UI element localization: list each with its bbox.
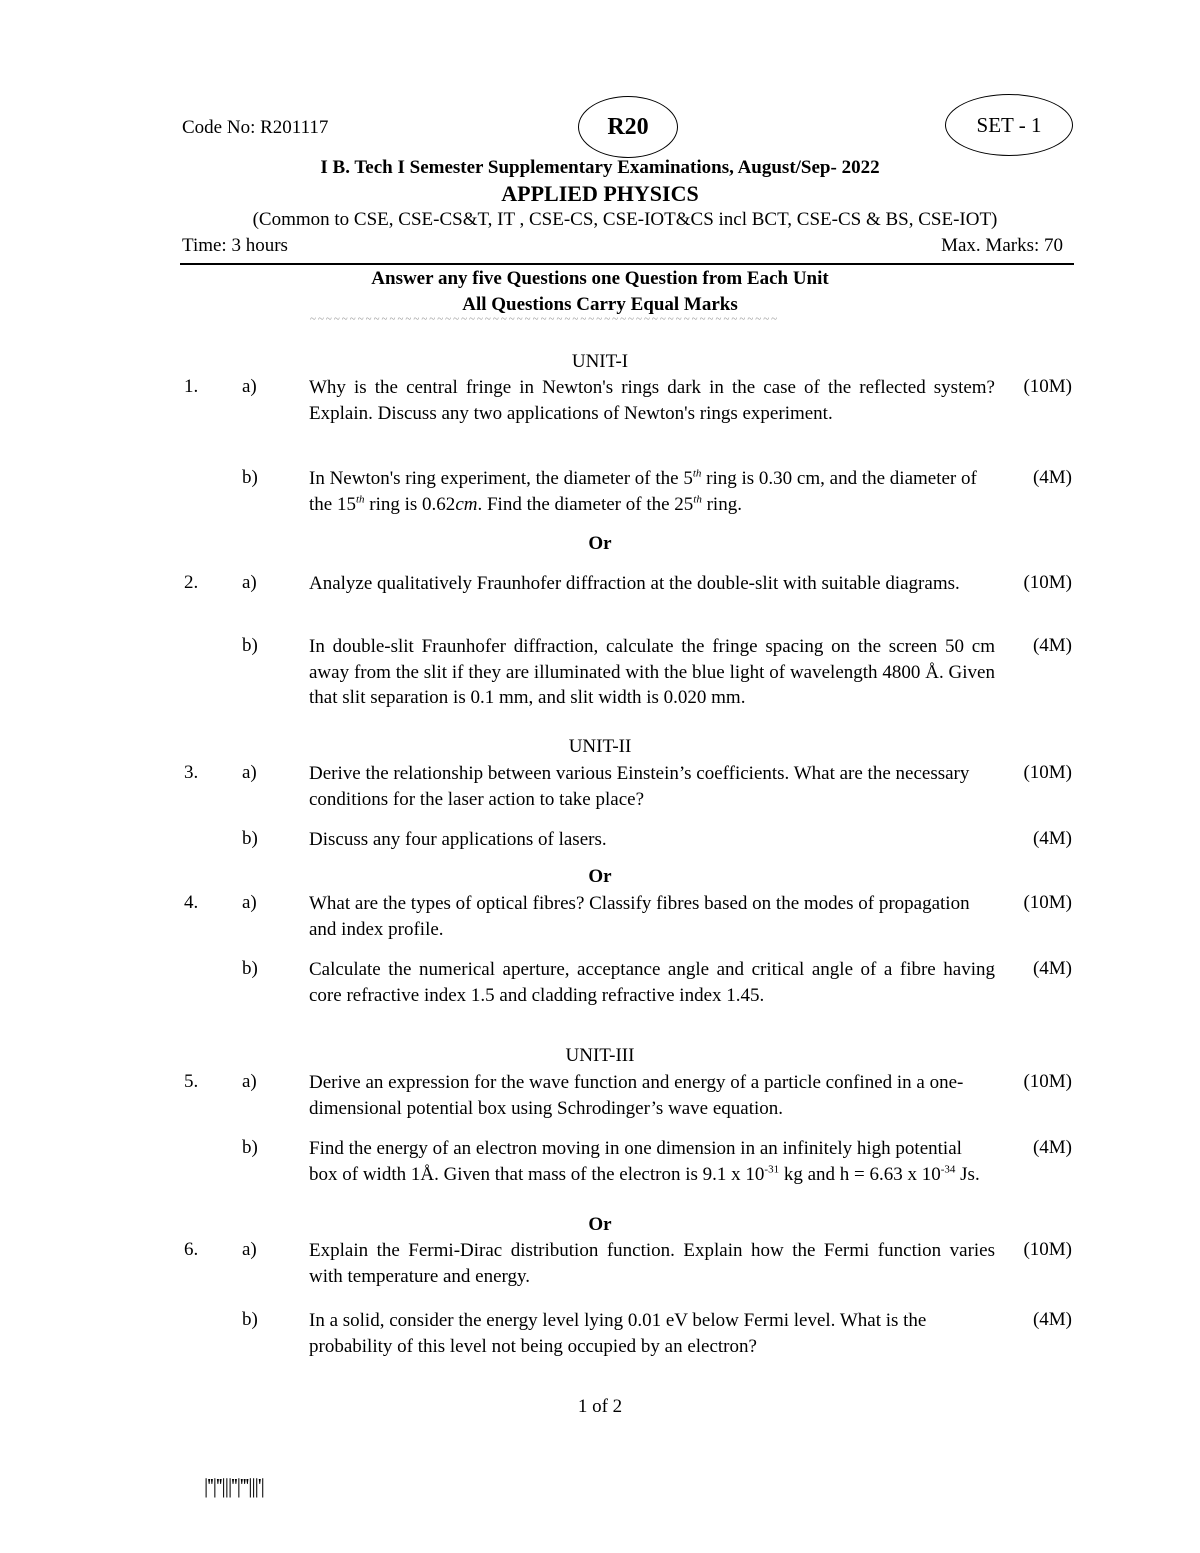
question-1a-text: Why is the central fringe in Newton's rings dark in the case of the reflected system? Explain. Discuss any two applications of Newton's rings experiment. (309, 377, 995, 424)
page-number: 1 of 2 (577, 1396, 623, 1417)
question-5a-text: Derive an expression for the wave function and energy of a particle confined in a one-dimensional potential box using Schrodinger’s wave equation. (309, 1072, 964, 1119)
question-5b-label: b) (242, 1137, 258, 1158)
question-1b-text: In Newton's ring experiment, the diameter of the 5th ring is 0.30 cm, and the diameter of the 15th ring is 0.62cm. Find the diameter of the 25th ring. (309, 467, 977, 515)
question-5a-label: a) (242, 1071, 257, 1092)
or-separator: Or (588, 1214, 612, 1235)
question-6a-label: a) (242, 1239, 257, 1260)
question-2a-label: a) (242, 572, 257, 593)
question-6b-label: b) (242, 1309, 258, 1330)
question-5b-marks: (4M) (1032, 1137, 1072, 1158)
question-3a-label: a) (242, 762, 257, 783)
or-separator: Or (588, 533, 612, 554)
question-4a-text: What are the types of optical fibres? Classify fibres based on the modes of propagation and index profile. (309, 893, 970, 940)
max-marks: Max. Marks: 70 (941, 235, 1063, 256)
question-3-number: 3. (184, 762, 199, 783)
common-branches: (Common to CSE, CSE-CS&T, IT , CSE-CS, CSE-IOT&CS incl BCT, CSE-CS & BS, CSE-IOT) (252, 209, 998, 230)
question-2b-text: In double-slit Fraunhofer diffraction, calculate the fringe spacing on the screen 50 cm away from the slit if they are illuminated with the blue light of wavelength 4800 Å. Given that slit separation is 0.1 mm, and slit width is 0.020 mm. (309, 636, 995, 708)
code-number: Code No: R201117 (182, 117, 329, 138)
exam-title: I B. Tech I Semester Supplementary Examinations, August/Sep- 2022 (320, 157, 880, 178)
question-4b-label: b) (242, 958, 258, 979)
question-4-number: 4. (184, 892, 199, 913)
question-6a-text: Explain the Fermi-Dirac distribution function. Explain how the Fermi function varies with temperature and energy. (309, 1240, 995, 1287)
question-2-number: 2. (184, 572, 199, 593)
instruction-line-2: All Questions Carry Equal Marks (462, 294, 738, 315)
question-1-number: 1. (184, 376, 199, 397)
question-2a-text: Analyze qualitatively Fraunhofer diffraction at the double-slit with suitable diagrams. (309, 573, 960, 594)
question-1b-marks: (4M) (1032, 467, 1072, 488)
question-3b-text: Discuss any four applications of lasers. (309, 829, 607, 850)
question-6b-text: In a solid, consider the energy level lying 0.01 eV below Fermi level. What is the probability of this level not being occupied by an electron? (309, 1310, 927, 1357)
question-1a-marks: (10M) (1023, 376, 1072, 397)
question-1b-label: b) (242, 467, 258, 488)
question-3a-marks: (10M) (1023, 762, 1072, 783)
question-2a-marks: (10M) (1023, 572, 1072, 593)
question-2b-marks: (4M) (1032, 635, 1072, 656)
unit-1-heading: UNIT-I (571, 351, 629, 372)
set-label: SET - 1 (976, 112, 1042, 137)
question-4b-marks: (4M) (1032, 958, 1072, 979)
question-5-number: 5. (184, 1071, 199, 1092)
question-4b-text: Calculate the numerical aperture, acceptance angle and critical angle of a fibre having core refractive index 1.5 and cladding refractive index 1.45. (309, 959, 995, 1006)
question-4a-marks: (10M) (1023, 892, 1072, 913)
question-3b-label: b) (242, 828, 258, 849)
set-badge (945, 94, 1073, 156)
decorative-tilde-rule: ~~~~~~~~~~~~~~~~~~~~~~~~~~~~~~~~~~~~~~~~~~~~~~~~~~~~~~~~~~~ (310, 313, 780, 325)
regulation-badge (578, 96, 678, 158)
question-6-number: 6. (184, 1239, 199, 1260)
header-divider (180, 263, 1074, 265)
or-separator: Or (588, 866, 612, 887)
regulation-label: R20 (607, 113, 649, 140)
question-6b-marks: (4M) (1032, 1309, 1072, 1330)
question-6a-marks: (10M) (1023, 1239, 1072, 1260)
question-3b-marks: (4M) (1032, 828, 1072, 849)
question-1a-label: a) (242, 376, 257, 397)
question-3a-text: Derive the relationship between various Einstein’s coefficients. What are the necessary conditions for the laser action to take place? (309, 763, 970, 810)
unit-3-heading: UNIT-III (565, 1045, 635, 1066)
question-4a-label: a) (242, 892, 257, 913)
exam-time: Time: 3 hours (182, 235, 288, 256)
question-2b-label: b) (242, 635, 258, 656)
subject-title: APPLIED PHYSICS (501, 181, 699, 206)
question-5b-text: Find the energy of an electron moving in one dimension in an infinitely high potential box of width 1Å. Given that mass of the electron is 9.1 x $10^{-31}$ kg and h = 6.63 x $10^{-34}$ Js. (309, 1138, 980, 1185)
instruction-line-1: Answer any five Questions one Question from Each Unit (371, 268, 829, 289)
barcode: |''|''|||''|'''|||'| (204, 1474, 264, 1498)
question-5a-marks: (10M) (1023, 1071, 1072, 1092)
unit-2-heading: UNIT-II (568, 736, 632, 757)
